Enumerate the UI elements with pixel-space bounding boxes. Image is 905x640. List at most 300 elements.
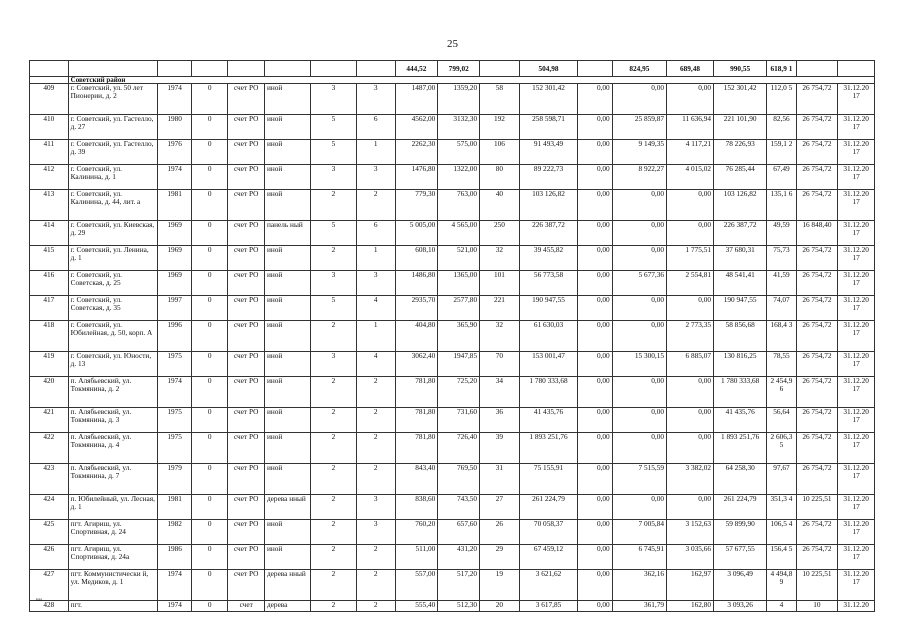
cell-f: 26 754,72 xyxy=(796,246,838,271)
cell-a: 0,00 xyxy=(578,140,612,165)
cell-people: 250 xyxy=(480,221,520,246)
cell-en: 3 xyxy=(356,165,395,190)
cell-b: 0,00 xyxy=(612,377,666,408)
cell-c: 0,00 xyxy=(667,296,714,321)
cell-a: 0,00 xyxy=(578,495,612,520)
totals-cell xyxy=(191,61,228,77)
cell-d: 3 093,26 xyxy=(714,601,767,612)
cell-date: 31.12.20 17 xyxy=(838,115,875,140)
cell-addr: г. Советский, ул. Юбилейная, д. 50, корп. А xyxy=(68,321,158,352)
cell-date: 31.12.20 17 xyxy=(838,296,875,321)
cell-c: 0,00 xyxy=(667,377,714,408)
cell-z: 0 xyxy=(191,115,228,140)
cell-area2: 726,40 xyxy=(438,433,480,464)
cell-mat: дерева xyxy=(264,601,310,612)
cell-mat: иной xyxy=(264,115,310,140)
cell-e: 78,55 xyxy=(767,352,796,377)
footer-mark: нн xyxy=(36,598,43,603)
totals-cell xyxy=(264,61,310,77)
cell-e: 82,56 xyxy=(767,115,796,140)
cell-a: 0,00 xyxy=(578,84,612,115)
cell-date: 31.12.20 17 xyxy=(838,246,875,271)
cell-people: 20 xyxy=(480,601,520,612)
cell-date: 31.12.20 17 xyxy=(838,84,875,115)
cell-year: 1982 xyxy=(158,520,191,545)
cell-addr: пгт. xyxy=(68,601,158,612)
cell-addr: пгт. Агириш, ул. Спортивная, д. 24 xyxy=(68,520,158,545)
cell-e: 159,1 2 xyxy=(767,140,796,165)
cell-date: 31.12.20 17 xyxy=(838,140,875,165)
cell-cost: 61 630,03 xyxy=(519,321,577,352)
cell-acct: счет РО xyxy=(228,464,265,495)
cell-e: 2 606,3 5 xyxy=(767,433,796,464)
cell-year: 1969 xyxy=(158,221,191,246)
cell-z: 0 xyxy=(191,495,228,520)
cell-d: 76 285,44 xyxy=(714,165,767,190)
cell-area2: 1365,00 xyxy=(438,271,480,296)
cell-n: 424 xyxy=(30,495,69,520)
cell-mat: иной xyxy=(264,433,310,464)
cell-a: 0,00 xyxy=(578,246,612,271)
table-row xyxy=(30,464,875,495)
cell-b: 0,00 xyxy=(612,84,666,115)
cell-area: 779,30 xyxy=(395,190,438,221)
totals-cell: 799,02 xyxy=(438,61,480,77)
cell-d: 221 101,90 xyxy=(714,115,767,140)
table-row xyxy=(30,570,875,601)
housing-register-table xyxy=(29,60,875,612)
cell-cost: 261 224,79 xyxy=(519,495,577,520)
cell-addr: г. Советский, ул. Калинина, д. 44, лит. а xyxy=(68,190,158,221)
cell-fl: 3 xyxy=(310,165,356,190)
cell-cost: 1 780 333,68 xyxy=(519,377,577,408)
cell-a: 0,00 xyxy=(578,464,612,495)
cell-fl: 2 xyxy=(310,433,356,464)
cell-year: 1975 xyxy=(158,408,191,433)
cell-area: 511,00 xyxy=(395,545,438,570)
cell-a: 0,00 xyxy=(578,165,612,190)
cell-cost: 39 455,82 xyxy=(519,246,577,271)
cell-z: 0 xyxy=(191,221,228,246)
cell-area: 2935,70 xyxy=(395,296,438,321)
cell-cost: 1 893 251,76 xyxy=(519,433,577,464)
section-empty-cell xyxy=(30,77,69,84)
cell-e: 49,59 xyxy=(767,221,796,246)
cell-d: 3 096,49 xyxy=(714,570,767,601)
cell-z: 0 xyxy=(191,433,228,464)
cell-n: 412 xyxy=(30,165,69,190)
cell-e: 4 xyxy=(767,601,796,612)
cell-a: 0,00 xyxy=(578,545,612,570)
cell-a: 0,00 xyxy=(578,601,612,612)
cell-cost: 258 598,71 xyxy=(519,115,577,140)
cell-a: 0,00 xyxy=(578,190,612,221)
cell-b: 0,00 xyxy=(612,408,666,433)
section-title: Советский район xyxy=(68,77,874,84)
cell-area: 2262,30 xyxy=(395,140,438,165)
cell-n: 419 xyxy=(30,352,69,377)
cell-addr: п. Алябьевский, ул. Токмянина, д. 2 xyxy=(68,377,158,408)
cell-people: 32 xyxy=(480,246,520,271)
cell-n: 425 xyxy=(30,520,69,545)
cell-en: 6 xyxy=(356,115,395,140)
cell-z: 0 xyxy=(191,377,228,408)
cell-addr: г. Советский, ул. Киевская, д. 29 xyxy=(68,221,158,246)
cell-en: 2 xyxy=(356,570,395,601)
cell-d: 130 816,25 xyxy=(714,352,767,377)
cell-fl: 2 xyxy=(310,520,356,545)
cell-acct: счет РО xyxy=(228,352,265,377)
cell-c: 162,97 xyxy=(667,570,714,601)
cell-mat: иной xyxy=(264,352,310,377)
cell-area2: 3132,30 xyxy=(438,115,480,140)
cell-f: 26 754,72 xyxy=(796,115,838,140)
cell-area: 555,40 xyxy=(395,601,438,612)
cell-mat: иной xyxy=(264,165,310,190)
cell-addr: г. Советский, ул. Калинина, д. 1 xyxy=(68,165,158,190)
cell-year: 1974 xyxy=(158,570,191,601)
cell-d: 190 947,55 xyxy=(714,296,767,321)
cell-en: 1 xyxy=(356,321,395,352)
cell-people: 80 xyxy=(480,165,520,190)
cell-e: 112,0 5 xyxy=(767,84,796,115)
cell-d: 152 301,42 xyxy=(714,84,767,115)
cell-cost: 3 617,85 xyxy=(519,601,577,612)
cell-area2: 512,30 xyxy=(438,601,480,612)
totals-cell: 444,52 xyxy=(395,61,438,77)
cell-fl: 5 xyxy=(310,296,356,321)
cell-mat: иной xyxy=(264,545,310,570)
cell-b: 7 005,84 xyxy=(612,520,666,545)
cell-fl: 2 xyxy=(310,495,356,520)
cell-a: 0,00 xyxy=(578,433,612,464)
cell-area2: 431,20 xyxy=(438,545,480,570)
cell-fl: 2 xyxy=(310,408,356,433)
cell-f: 10 225,51 xyxy=(796,570,838,601)
cell-year: 1996 xyxy=(158,321,191,352)
cell-z: 0 xyxy=(191,601,228,612)
cell-c: 162,80 xyxy=(667,601,714,612)
cell-addr: г. Советский, ул. Советская, д. 25 xyxy=(68,271,158,296)
cell-b: 0,00 xyxy=(612,495,666,520)
cell-c: 0,00 xyxy=(667,84,714,115)
cell-area2: 725,20 xyxy=(438,377,480,408)
cell-fl: 2 xyxy=(310,464,356,495)
cell-cost: 190 947,55 xyxy=(519,296,577,321)
totals-cell xyxy=(796,61,838,77)
cell-a: 0,00 xyxy=(578,352,612,377)
cell-addr: г. Советский, ул. Гастелло, д. 39 xyxy=(68,140,158,165)
cell-d: 57 677,55 xyxy=(714,545,767,570)
cell-z: 0 xyxy=(191,352,228,377)
cell-b: 15 300,15 xyxy=(612,352,666,377)
cell-f: 10 225,51 xyxy=(796,495,838,520)
cell-f: 26 754,72 xyxy=(796,84,838,115)
cell-e: 75,73 xyxy=(767,246,796,271)
totals-row xyxy=(30,61,875,77)
totals-cell xyxy=(310,61,356,77)
cell-fl: 3 xyxy=(310,84,356,115)
cell-area2: 731,60 xyxy=(438,408,480,433)
cell-cost: 75 155,91 xyxy=(519,464,577,495)
cell-d: 1 780 333,68 xyxy=(714,377,767,408)
table-body xyxy=(30,61,875,612)
cell-a: 0,00 xyxy=(578,115,612,140)
cell-n: 413 xyxy=(30,190,69,221)
cell-people: 32 xyxy=(480,321,520,352)
table-row xyxy=(30,545,875,570)
cell-f: 26 754,72 xyxy=(796,296,838,321)
cell-date: 31.12.20 17 xyxy=(838,321,875,352)
cell-people: 70 xyxy=(480,352,520,377)
cell-c: 2 554,81 xyxy=(667,271,714,296)
cell-people: 31 xyxy=(480,464,520,495)
cell-en: 4 xyxy=(356,296,395,321)
cell-b: 0,00 xyxy=(612,296,666,321)
cell-c: 4 015,02 xyxy=(667,165,714,190)
cell-area: 838,60 xyxy=(395,495,438,520)
cell-fl: 5 xyxy=(310,140,356,165)
cell-n: 415 xyxy=(30,246,69,271)
cell-e: 56,64 xyxy=(767,408,796,433)
cell-n: 409 xyxy=(30,84,69,115)
cell-en: 3 xyxy=(356,271,395,296)
cell-f: 26 754,72 xyxy=(796,271,838,296)
cell-people: 40 xyxy=(480,190,520,221)
cell-area: 608,10 xyxy=(395,246,438,271)
cell-fl: 2 xyxy=(310,545,356,570)
table-row xyxy=(30,352,875,377)
cell-e: 74,07 xyxy=(767,296,796,321)
cell-cost: 56 773,58 xyxy=(519,271,577,296)
cell-n: 423 xyxy=(30,464,69,495)
cell-z: 0 xyxy=(191,545,228,570)
cell-d: 103 126,82 xyxy=(714,190,767,221)
cell-mat: иной xyxy=(264,408,310,433)
cell-cost: 41 435,76 xyxy=(519,408,577,433)
cell-area: 3062,40 xyxy=(395,352,438,377)
cell-year: 1969 xyxy=(158,271,191,296)
cell-mat: дерева нный xyxy=(264,570,310,601)
cell-people: 34 xyxy=(480,377,520,408)
cell-area2: 575,00 xyxy=(438,140,480,165)
cell-acct: счет xyxy=(228,601,265,612)
cell-en: 4 xyxy=(356,352,395,377)
cell-year: 1969 xyxy=(158,246,191,271)
cell-d: 226 387,72 xyxy=(714,221,767,246)
cell-area2: 1359,20 xyxy=(438,84,480,115)
cell-mat: иной xyxy=(264,271,310,296)
table-row xyxy=(30,495,875,520)
cell-fl: 2 xyxy=(310,246,356,271)
table-row xyxy=(30,84,875,115)
cell-en: 2 xyxy=(356,377,395,408)
cell-z: 0 xyxy=(191,408,228,433)
cell-addr: г. Советский, ул. Гастелло, д. 27 xyxy=(68,115,158,140)
cell-addr: п. Юбилейный, ул. Лесная, д. 1 xyxy=(68,495,158,520)
cell-f: 26 754,72 xyxy=(796,352,838,377)
cell-addr: г. Советский, ул. 50 лет Пионерии, д. 2 xyxy=(68,84,158,115)
cell-a: 0,00 xyxy=(578,271,612,296)
cell-people: 39 xyxy=(480,433,520,464)
cell-fl: 2 xyxy=(310,570,356,601)
cell-en: 3 xyxy=(356,495,395,520)
totals-cell xyxy=(68,61,158,77)
cell-d: 64 258,30 xyxy=(714,464,767,495)
cell-area: 5 005,00 xyxy=(395,221,438,246)
cell-date: 31.12.20 xyxy=(838,601,875,612)
cell-en: 2 xyxy=(356,545,395,570)
cell-date: 31.12.20 17 xyxy=(838,377,875,408)
cell-c: 6 885,07 xyxy=(667,352,714,377)
cell-acct: счет РО xyxy=(228,115,265,140)
cell-people: 101 xyxy=(480,271,520,296)
cell-year: 1979 xyxy=(158,464,191,495)
cell-people: 19 xyxy=(480,570,520,601)
cell-acct: счет РО xyxy=(228,296,265,321)
cell-cost: 152 301,42 xyxy=(519,84,577,115)
cell-b: 9 149,35 xyxy=(612,140,666,165)
cell-d: 78 226,93 xyxy=(714,140,767,165)
cell-mat: иной xyxy=(264,464,310,495)
cell-n: 417 xyxy=(30,296,69,321)
cell-z: 0 xyxy=(191,246,228,271)
cell-area2: 769,50 xyxy=(438,464,480,495)
table-row xyxy=(30,377,875,408)
cell-a: 0,00 xyxy=(578,221,612,246)
cell-fl: 5 xyxy=(310,115,356,140)
cell-date: 31.12.20 17 xyxy=(838,190,875,221)
cell-a: 0,00 xyxy=(578,570,612,601)
table-row xyxy=(30,271,875,296)
cell-en: 2 xyxy=(356,190,395,221)
cell-mat: иной xyxy=(264,140,310,165)
cell-mat: иной xyxy=(264,246,310,271)
cell-n: 421 xyxy=(30,408,69,433)
table-row xyxy=(30,115,875,140)
cell-area: 781,80 xyxy=(395,433,438,464)
totals-cell xyxy=(480,61,520,77)
cell-cost: 67 459,12 xyxy=(519,545,577,570)
cell-mat: иной xyxy=(264,520,310,545)
cell-fl: 2 xyxy=(310,190,356,221)
cell-acct: счет РО xyxy=(228,321,265,352)
cell-b: 8 922,27 xyxy=(612,165,666,190)
cell-fl: 5 xyxy=(310,221,356,246)
cell-cost: 153 001,47 xyxy=(519,352,577,377)
cell-e: 4 494,8 9 xyxy=(767,570,796,601)
cell-area2: 2577,80 xyxy=(438,296,480,321)
table-row xyxy=(30,221,875,246)
cell-z: 0 xyxy=(191,190,228,221)
cell-fl: 2 xyxy=(310,377,356,408)
cell-year: 1981 xyxy=(158,495,191,520)
totals-cell: 504,98 xyxy=(519,61,577,77)
cell-acct: счет РО xyxy=(228,545,265,570)
cell-f: 26 754,72 xyxy=(796,377,838,408)
cell-area2: 657,60 xyxy=(438,520,480,545)
totals-cell xyxy=(30,61,69,77)
totals-cell xyxy=(158,61,191,77)
cell-people: 36 xyxy=(480,408,520,433)
cell-f: 26 754,72 xyxy=(796,321,838,352)
page-number: 25 xyxy=(447,38,458,50)
cell-acct: счет РО xyxy=(228,433,265,464)
cell-f: 10 xyxy=(796,601,838,612)
cell-date: 31.12.20 17 xyxy=(838,570,875,601)
cell-year: 1974 xyxy=(158,84,191,115)
cell-n: 427 xyxy=(30,570,69,601)
cell-z: 0 xyxy=(191,321,228,352)
cell-e: 351,3 4 xyxy=(767,495,796,520)
cell-acct: счет РО xyxy=(228,165,265,190)
cell-people: 27 xyxy=(480,495,520,520)
cell-acct: счет РО xyxy=(228,377,265,408)
table-row xyxy=(30,165,875,190)
cell-cost: 226 387,72 xyxy=(519,221,577,246)
cell-c: 0,00 xyxy=(667,495,714,520)
cell-n: 422 xyxy=(30,433,69,464)
table-row xyxy=(30,321,875,352)
cell-acct: счет РО xyxy=(228,221,265,246)
cell-acct: счет РО xyxy=(228,84,265,115)
cell-area2: 4 565,00 xyxy=(438,221,480,246)
cell-date: 31.12.20 17 xyxy=(838,271,875,296)
cell-addr: п. Алябьевский, ул. Токмянина, д. 3 xyxy=(68,408,158,433)
cell-b: 0,00 xyxy=(612,321,666,352)
cell-e: 97,67 xyxy=(767,464,796,495)
table-row xyxy=(30,601,875,612)
cell-date: 31.12.20 17 xyxy=(838,352,875,377)
cell-c: 3 035,66 xyxy=(667,545,714,570)
cell-d: 59 899,90 xyxy=(714,520,767,545)
cell-z: 0 xyxy=(191,296,228,321)
cell-area: 781,80 xyxy=(395,408,438,433)
cell-c: 1 775,51 xyxy=(667,246,714,271)
cell-addr: г. Советский, ул. Юности, д. 13 xyxy=(68,352,158,377)
cell-en: 2 xyxy=(356,464,395,495)
cell-en: 2 xyxy=(356,601,395,612)
cell-acct: счет РО xyxy=(228,190,265,221)
cell-area2: 365,90 xyxy=(438,321,480,352)
cell-cost: 103 126,82 xyxy=(519,190,577,221)
table-row xyxy=(30,433,875,464)
cell-e: 168,4 3 xyxy=(767,321,796,352)
cell-f: 26 754,72 xyxy=(796,190,838,221)
cell-people: 29 xyxy=(480,545,520,570)
cell-n: 414 xyxy=(30,221,69,246)
cell-a: 0,00 xyxy=(578,408,612,433)
cell-en: 3 xyxy=(356,520,395,545)
cell-n: 418 xyxy=(30,321,69,352)
cell-f: 16 848,40 xyxy=(796,221,838,246)
cell-c: 0,00 xyxy=(667,433,714,464)
totals-cell: 824,95 xyxy=(612,61,666,77)
table-row xyxy=(30,246,875,271)
cell-year: 1980 xyxy=(158,115,191,140)
cell-year: 1974 xyxy=(158,601,191,612)
cell-area2: 1322,00 xyxy=(438,165,480,190)
cell-area2: 521,00 xyxy=(438,246,480,271)
cell-f: 26 754,72 xyxy=(796,408,838,433)
cell-area: 404,80 xyxy=(395,321,438,352)
cell-f: 26 754,72 xyxy=(796,165,838,190)
cell-en: 3 xyxy=(356,84,395,115)
cell-b: 361,79 xyxy=(612,601,666,612)
cell-area: 760,20 xyxy=(395,520,438,545)
cell-e: 156,4 5 xyxy=(767,545,796,570)
cell-cost: 91 493,49 xyxy=(519,140,577,165)
